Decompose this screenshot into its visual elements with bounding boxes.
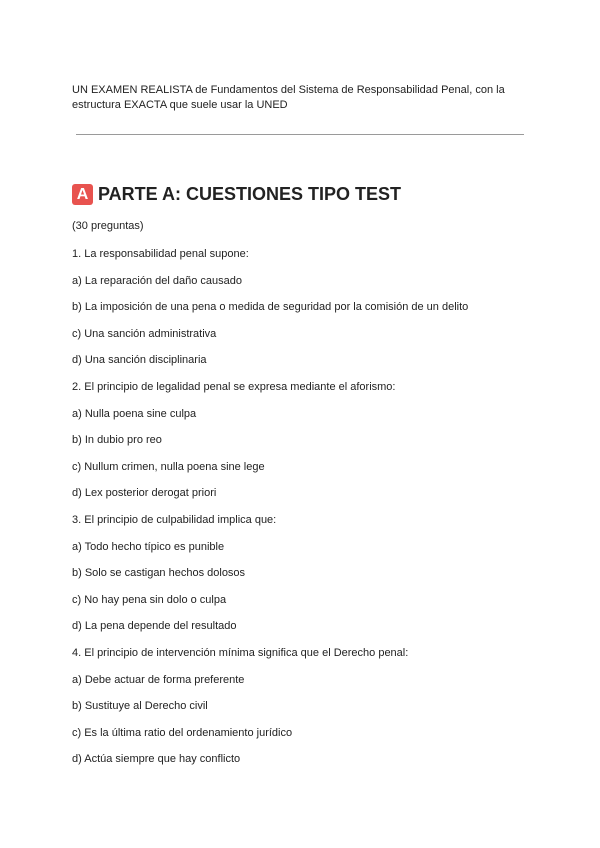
answer-option: b) In dubio pro reo — [72, 434, 162, 447]
question-text: 3. El principio de culpabilidad implica que: — [72, 513, 277, 526]
answer-option: c) No hay pena sin dolo o culpa — [72, 593, 227, 606]
answer-option: b) Sustituye al Derecho civil — [72, 700, 208, 713]
question-text: 4. El principio de intervención mínima significa que el Derecho penal: — [72, 646, 409, 659]
answer-option: d) Actúa siempre que hay conflicto — [72, 753, 241, 766]
answer-option: b) Solo se castigan hechos dolosos — [72, 567, 246, 580]
question-text: 1. La responsabilidad penal supone: — [72, 248, 249, 260]
answer-option: b) La imposición de una pena o medida de seguridad por la comisión de un delito — [72, 301, 469, 314]
intro-paragraph: UN EXAMEN REALISTA de Fundamentos del Sistema de Responsabilidad Penal, con la estructura EXACTA que suele usar la UNED — [72, 84, 505, 111]
answer-option: a) Todo hecho típico es punible — [72, 540, 225, 553]
answer-option: a) La reparación del daño causado — [72, 274, 243, 287]
answer-option: d) La pena depende del resultado — [72, 620, 237, 633]
answer-option: c) Es la última ratio del ordenamiento jurídico — [72, 726, 293, 739]
answer-option: d) Una sanción disciplinaria — [72, 354, 207, 367]
question-count-note: (30 preguntas) — [72, 220, 144, 232]
answer-option: a) Nulla poena sine culpa — [72, 407, 197, 420]
answer-option: c) Nullum crimen, nulla poena sine lege — [72, 460, 265, 473]
answer-option: d) Lex posterior derogat priori — [72, 487, 217, 500]
answer-option: a) Debe actuar de forma preferente — [72, 673, 245, 686]
question-list — [72, 247, 542, 779]
section-title: PARTE A: CUESTIONES TIPO TEST — [98, 184, 402, 204]
letter-a-icon: A — [72, 184, 93, 205]
question-text: 2. El principio de legalidad penal se expresa mediante el aforismo: — [72, 380, 396, 393]
section-heading — [72, 184, 401, 205]
horizontal-divider — [76, 134, 524, 135]
answer-option: c) Una sanción administrativa — [72, 327, 217, 340]
